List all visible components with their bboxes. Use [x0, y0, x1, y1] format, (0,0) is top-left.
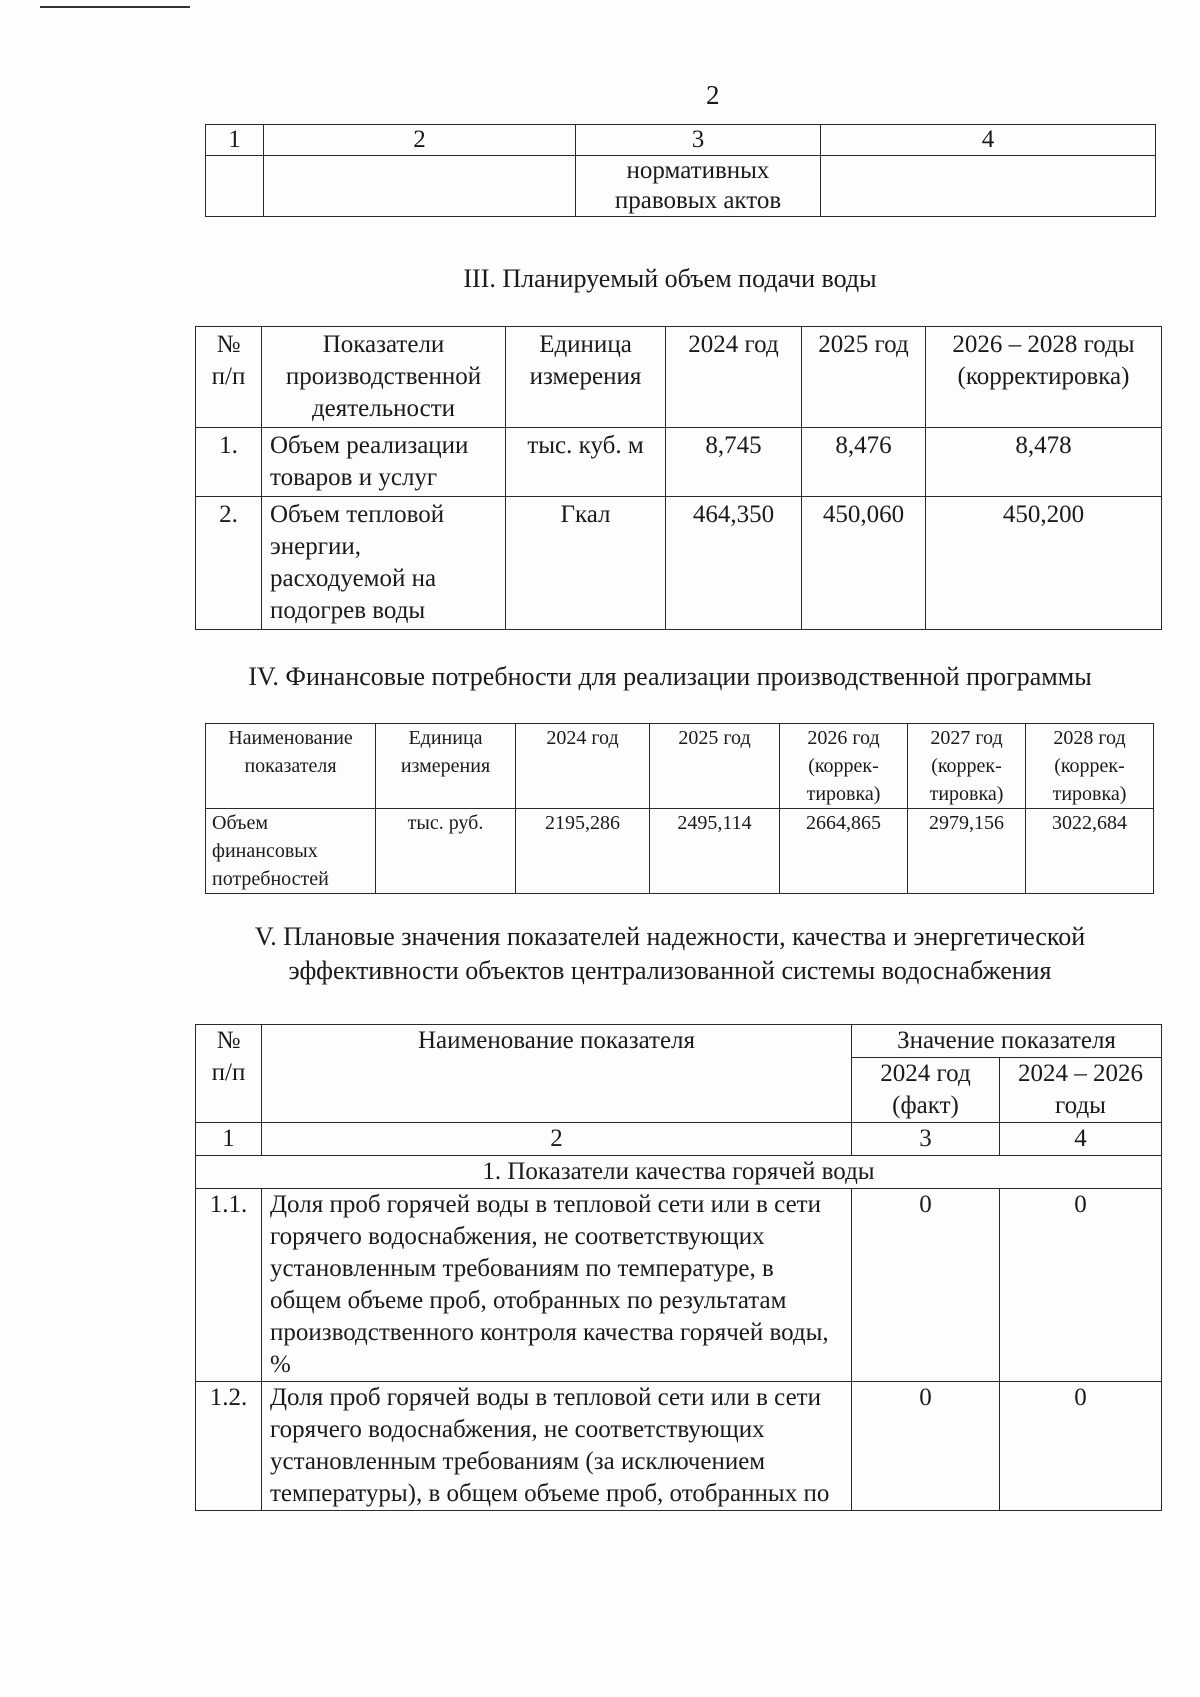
group-heading: 1. Показатели качества горячей воды [196, 1156, 1162, 1189]
header-cell: 2024 год [516, 724, 650, 809]
table-cell: 8,478 [926, 428, 1162, 497]
table-cell: Объем тепловой энергии, расходуемой на подогрев воды [262, 497, 506, 630]
table-cell: 3 [852, 1123, 1000, 1156]
table-cell: 2195,286 [516, 809, 650, 894]
table-row [206, 809, 1154, 894]
table-cell: 1 [196, 1123, 262, 1156]
header-cell: 2024 год [666, 327, 802, 428]
table-cell: 1. [196, 428, 262, 497]
section4-table [205, 723, 1154, 894]
header-cell: 2024 год (факт) [852, 1058, 1000, 1123]
header-cell: Значение показателя [852, 1025, 1162, 1058]
header-cell: 1 [206, 125, 264, 156]
table-row [196, 1189, 1162, 1382]
section3-title: III. Планируемый объем подачи воды [463, 264, 877, 293]
table-cell: 4 [1000, 1123, 1162, 1156]
section3-table [195, 326, 1162, 630]
header-cell: 3 [576, 125, 821, 156]
table-cell: 2 [262, 1123, 852, 1156]
table-row [206, 156, 1156, 217]
table-cell: 1.1. [196, 1189, 262, 1382]
table-cell: 1.2. [196, 1382, 262, 1511]
top-rule [40, 6, 190, 8]
table-cell: 0 [852, 1382, 1000, 1511]
table-cell [821, 156, 1156, 217]
table-row [206, 724, 1154, 809]
table-cell: тыс. куб. м [506, 428, 666, 497]
table-row [196, 327, 1162, 428]
header-cell: Наименование показателя [262, 1025, 852, 1123]
table-cell: 450,060 [802, 497, 926, 630]
header-cell: Наименование показателя [206, 724, 376, 809]
table-cell [264, 156, 576, 217]
table-cell: Объем финансовых потребностей [206, 809, 376, 894]
table-cell: 8,476 [802, 428, 926, 497]
section5-table [195, 1024, 1162, 1511]
page-number: 2 [706, 80, 720, 110]
header-cell: № п/п [196, 1025, 262, 1123]
table-cell: 2495,114 [650, 809, 780, 894]
table-cell: Объем реализации товаров и услуг [262, 428, 506, 497]
header-cell: 2027 год (коррек-тировка) [908, 724, 1026, 809]
table-row [206, 125, 1156, 156]
table-cell: 464,350 [666, 497, 802, 630]
header-cell: Единица измерения [506, 327, 666, 428]
header-cell: 4 [821, 125, 1156, 156]
table-cell: 0 [1000, 1382, 1162, 1511]
table-cell: 2664,865 [780, 809, 908, 894]
header-cell: 2 [264, 125, 576, 156]
table-cell: 2. [196, 497, 262, 630]
header-cell: Показатели производственной деятельности [262, 327, 506, 428]
table-cell: 8,745 [666, 428, 802, 497]
table-row [196, 1156, 1162, 1189]
table-cell: Гкал [506, 497, 666, 630]
table-cell: 0 [852, 1189, 1000, 1382]
header-cell: 2026 год (коррек-тировка) [780, 724, 908, 809]
table-cell: 3022,684 [1026, 809, 1154, 894]
table-cell: Доля проб горячей воды в тепловой сети или в сети горячего водоснабжения, не соответствующих установленным требованиям по температуре, в общем объеме проб, отобранных по результатам производственного контроля качества горячей воды, % [262, 1189, 852, 1382]
table-cell: 450,200 [926, 497, 1162, 630]
table-cell: нормативных правовых актов [576, 156, 821, 217]
table-cell: тыс. руб. [376, 809, 516, 894]
table-row [196, 1025, 1162, 1058]
table-row [196, 497, 1162, 630]
header-cell: 2025 год [802, 327, 926, 428]
header-cell: 2024 – 2026 годы [1000, 1058, 1162, 1123]
section4-title: IV. Финансовые потребности для реализации производственной программы [248, 662, 1092, 691]
section5-title: V. Плановые значения показателей надежности, качества и энергетической эффективности объектов централизованной системы водоснабжения [254, 922, 1086, 985]
table-cell: 2979,156 [908, 809, 1026, 894]
continuation-table [205, 124, 1156, 217]
header-cell: Единица измерения [376, 724, 516, 809]
table-row [196, 1382, 1162, 1511]
table-cell [206, 156, 264, 217]
header-cell: 2025 год [650, 724, 780, 809]
table-cell: 0 [1000, 1189, 1162, 1382]
table-row [196, 1123, 1162, 1156]
table-cell: Доля проб горячей воды в тепловой сети или в сети горячего водоснабжения, не соответствующих установленным требованиям (за исключением температуры), в общем объеме проб, отобранных по [262, 1382, 852, 1511]
table-row [196, 428, 1162, 497]
header-cell: 2026 – 2028 годы (корректировка) [926, 327, 1162, 428]
header-cell: 2028 год (коррек-тировка) [1026, 724, 1154, 809]
header-cell: № п/п [196, 327, 262, 428]
